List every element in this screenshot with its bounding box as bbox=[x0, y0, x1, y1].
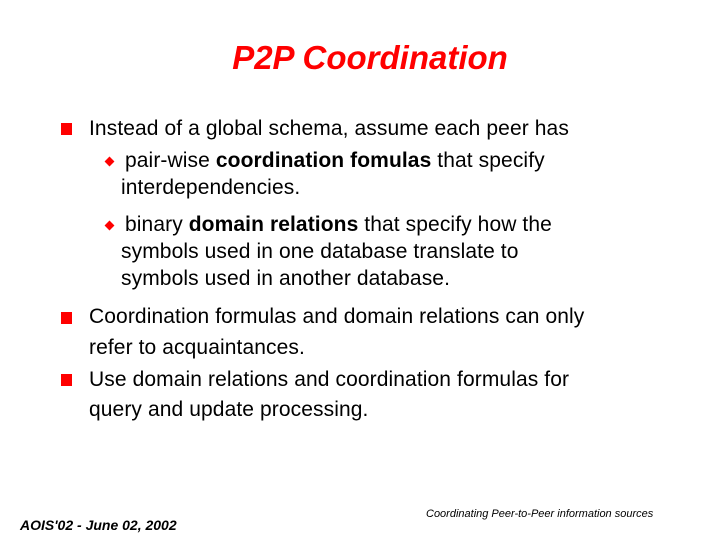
bullet-2-line-2: refer to acquaintances. bbox=[89, 336, 305, 359]
bullet-2-line-1: Coordination formulas and domain relations can only bbox=[89, 305, 585, 328]
slide-title: P2P Coordination bbox=[232, 39, 508, 76]
sub-1-text-bold: coordination fomulas bbox=[215, 149, 432, 172]
square-bullet-icon bbox=[61, 374, 72, 386]
sub-2-text-bold: domain relations bbox=[188, 213, 359, 236]
sub-1-text-pre: pair-wise bbox=[125, 149, 216, 172]
diamond-bullet-icon bbox=[105, 221, 115, 231]
footer-presentation-title: Coordinating Peer-to-Peer information sources bbox=[426, 508, 654, 520]
bullet-1-sub-2-line-1 bbox=[125, 213, 552, 237]
sub-2-text-post: that specify how the bbox=[358, 213, 552, 236]
bullet-1-sub-1-line-1 bbox=[125, 149, 545, 173]
sub-2-text-pre: binary bbox=[125, 213, 189, 236]
square-bullet-icon bbox=[61, 123, 72, 135]
bullet-3-line-2: query and update processing. bbox=[89, 398, 369, 421]
bullet-1-line-1: Instead of a global schema, assume each peer has bbox=[89, 117, 569, 140]
bullet-1-sub-1-line-2: interdependencies. bbox=[121, 176, 301, 199]
bullet-1-sub-2-line-2: symbols used in one database translate to bbox=[121, 240, 519, 263]
sub-1-text-post: that specify bbox=[431, 149, 545, 172]
bullet-1-sub-2-line-3: symbols used in another database. bbox=[121, 267, 451, 290]
footer-date: AOIS'02 - June 02, 2002 bbox=[20, 517, 177, 533]
square-bullet-icon bbox=[61, 312, 72, 324]
bullet-3-line-1: Use domain relations and coordination formulas for bbox=[89, 368, 570, 391]
diamond-bullet-icon bbox=[105, 157, 115, 167]
